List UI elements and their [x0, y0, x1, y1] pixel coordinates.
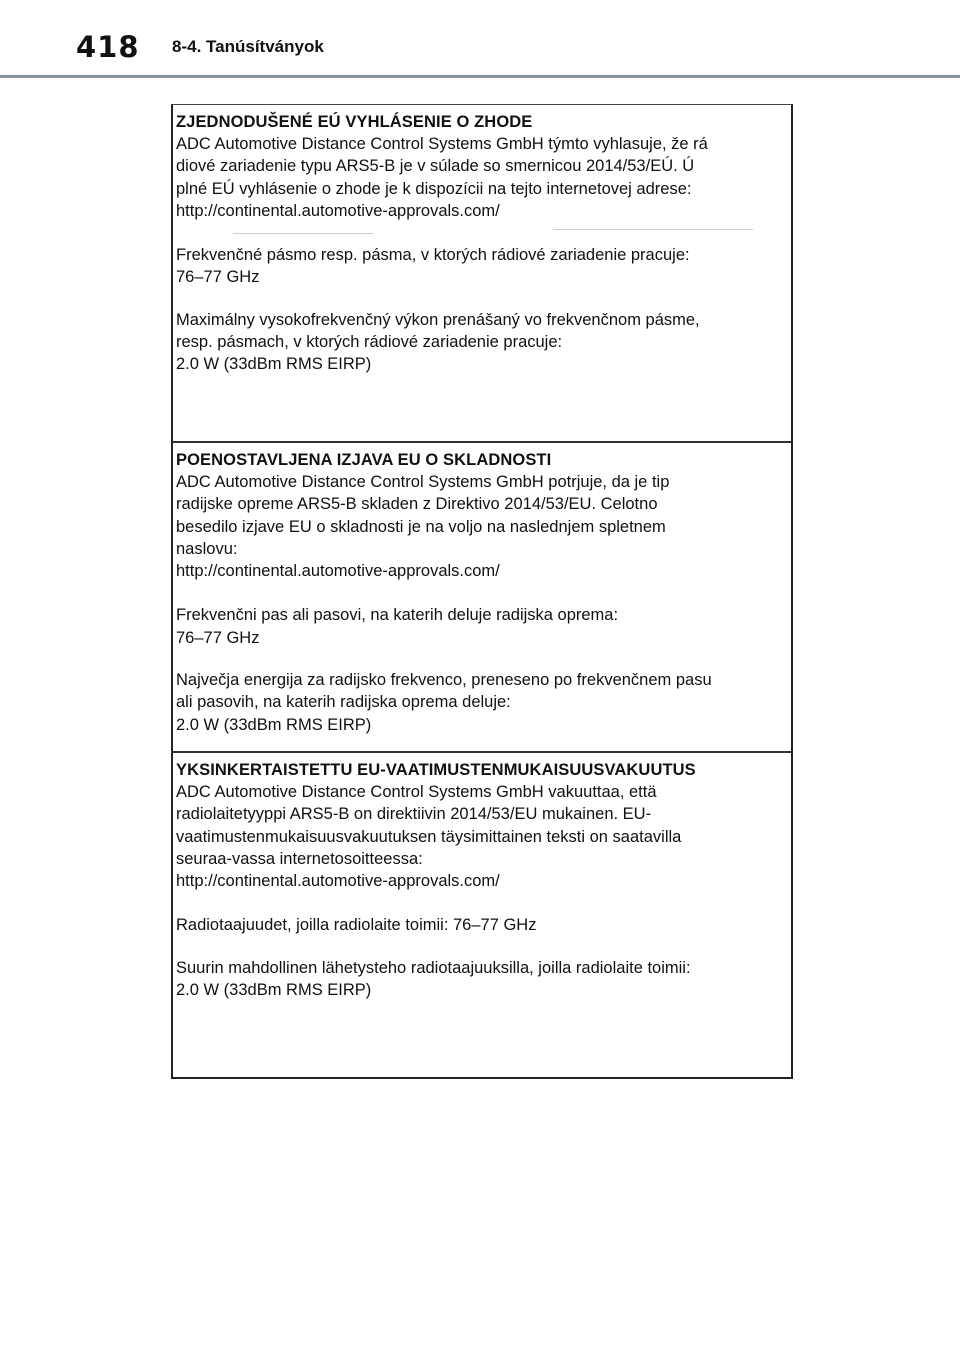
certificate-section-slovak: [173, 105, 791, 443]
page-number: 418: [76, 30, 140, 64]
section-title: 8-4. Tanúsítványok: [172, 37, 324, 56]
scan-artifact: [233, 233, 373, 234]
page-header: [0, 0, 960, 78]
certificate-image: [171, 104, 793, 1079]
certificate-section-finnish: [173, 753, 791, 1075]
certificate-section-slovenian: [173, 443, 791, 753]
power-text: Suurin mahdollinen lähetysteho radiotaajuuksilla, joilla radiolaite toimii: 2.0 W (33dBm RMS EIRP): [176, 958, 691, 1000]
declaration-text: ADC Automotive Distance Control Systems GmbH vakuuttaa, että radiolaitetyyppi ARS5-B on direktiivin 2014/53/EU mukainen. EU- vaatimustenmukaisuusvakuutuksen täysimittainen teksti on saatavilla seuraa-vassa internetosoitteessa: http://continental.automotive-approvals.com/: [176, 783, 682, 891]
scan-artifact: [553, 229, 753, 230]
declaration-text: ADC Automotive Distance Control Systems GmbH týmto vyhlasuje, že rá diové zariadenie typu ARS5-B je v súlade so smernicou 2014/53/EÚ. Ú plné EÚ vyhlásenie o zhode je k dispozícii na tejto internetovej adrese: http://continental.automotive-approvals.com/: [176, 135, 708, 220]
frequency-text: Frekvenčné pásmo resp. pásma, v ktorých rádiové zariadenie pracuje: 76–77 GHz: [176, 246, 690, 287]
frequency-text: Frekvenčni pas ali pasovi, na katerih deluje radijska oprema: 76–77 GHz: [176, 606, 619, 647]
power-text: Največja energija za radijsko frekvenco, preneseno po frekvenčnem pasu ali pasovih, na katerih radijska oprema deluje: 2.0 W (33dBm RMS EIRP): [176, 671, 712, 734]
power-text: Maximálny vysokofrekvenčný výkon prenášaný vo frekvenčnom pásme, resp. pásmach, v ktorých rádiové zariadenie pracuje: 2.0 W (33dBm RMS EIRP): [176, 310, 700, 374]
section-heading: ZJEDNODUŠENÉ EÚ VYHLÁSENIE O ZHODE: [176, 113, 533, 131]
section-heading: POENOSTAVLJENA IZJAVA EU O SKLADNOSTI: [176, 451, 552, 469]
section-heading: YKSINKERTAISTETTU EU-VAATIMUSTENMUKAISUUSVAKUUTUS: [176, 761, 696, 779]
declaration-text: ADC Automotive Distance Control Systems GmbH potrjuje, da je tip radijske opreme ARS5-B skladen z Direktivo 2014/53/EU. Celotno besedilo izjave EU o skladnosti je na voljo na naslednjem spletnem naslovu: http://continental.automotive-approvals.com/: [176, 473, 670, 581]
header-divider: [0, 75, 960, 78]
frequency-text: Radiotaajuudet, joilla radiolaite toimii: 76–77 GHz: [176, 916, 537, 935]
